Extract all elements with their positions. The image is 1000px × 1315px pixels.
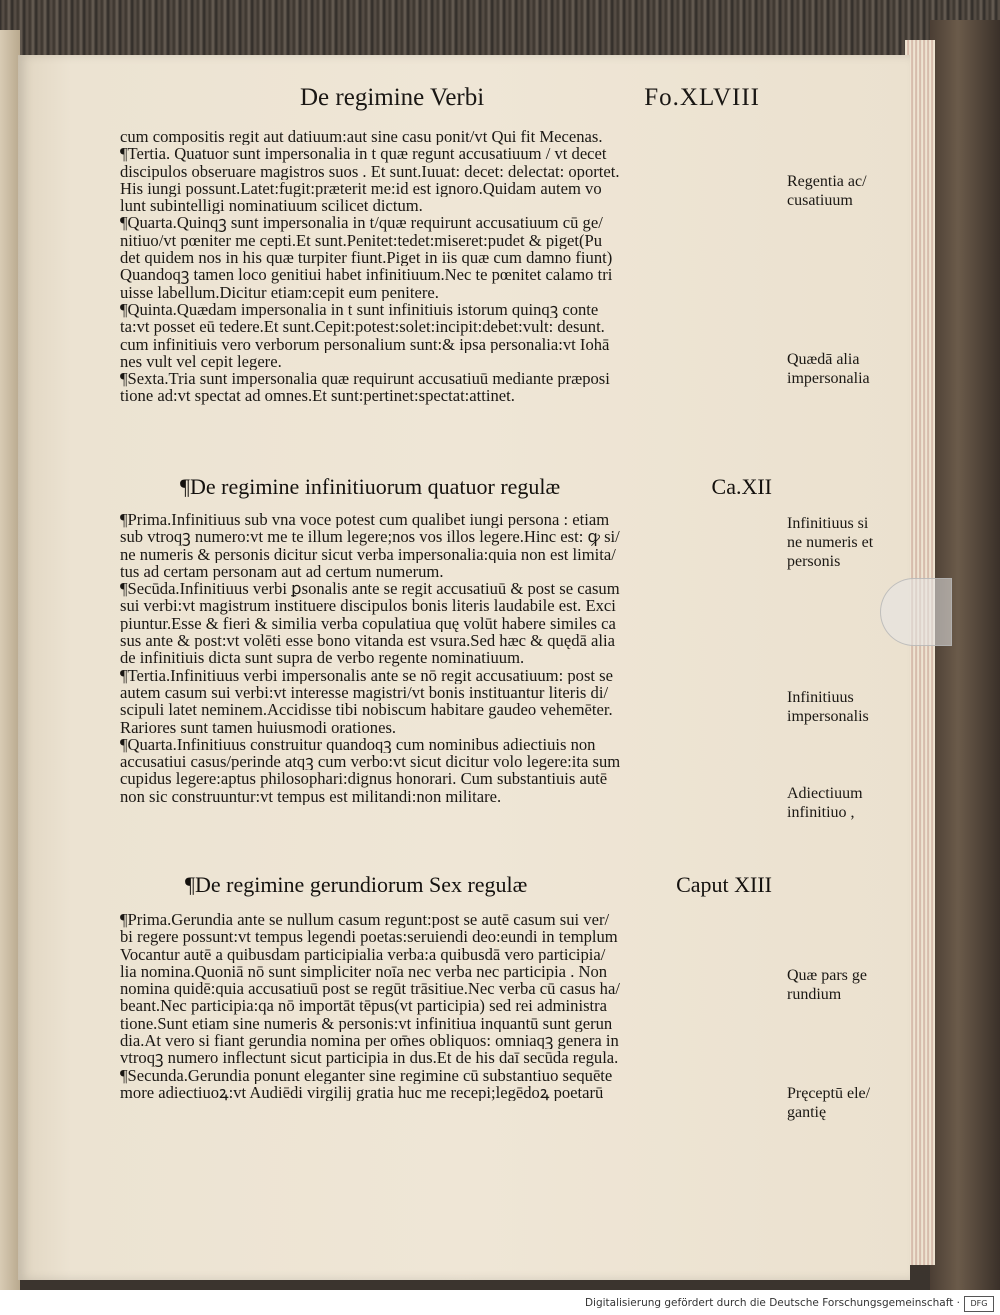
text-block-verb-rules [120, 128, 782, 405]
text-line: de infinitiuis dicta sunt supra de verbo regente nominatiuum. [120, 649, 525, 667]
text-line: ¶Quinta.Quædam impersonalia in t sunt infinitiuis istorum quinqꝫ conte [120, 300, 599, 319]
chapter-heading-xii [180, 474, 772, 500]
margin-line: Infinitiuus [787, 689, 854, 706]
margin-note-infinitiuus [787, 514, 905, 571]
text-line: tione ad:vt spectat ad omnes.Et sunt:pertinet:spectat:attinet. [120, 387, 515, 405]
page-marker-tab [880, 578, 952, 646]
margin-line: infinitiuo , [787, 804, 855, 821]
text-line: piuntur.Esse & fieri & similia verba copulatiua quę volūt habere similes ca [120, 614, 616, 633]
text-line: tus ad certam personam aut ad certum numerum. [120, 562, 444, 581]
dfg-logo-icon: DFG [964, 1296, 994, 1312]
text-line: discipulos obseruare magistros suos . Et sunt.Iuuat: decet: delectat: oportet. [120, 162, 620, 180]
text-line: autem casum sui verbi:vt interesse magistri/vt bonis instituantur literis di/ [120, 683, 609, 702]
text-line: ne numeris & personis dicitur sicut verba impersonalia:quia non est limita/ [120, 545, 616, 563]
margin-line: Quædā alia [787, 351, 860, 368]
text-line: ¶Prima.Infinitiuus sub vna voce potest cum qualibet iungi persona : etiam [120, 511, 610, 529]
margin-line: impersonalis [787, 708, 869, 725]
margin-note-regentia [787, 172, 905, 210]
margin-line: Adiectiuum [787, 785, 863, 802]
text-line: His iungi possunt.Latet:fugit:præterit me:id est ignoro.Quidam autem vo [120, 179, 602, 198]
text-block-infinitive-rules [120, 511, 782, 805]
text-line: ¶Secūda.Infinitiuus verbi ꝑsonalis ante se regit accusatiuū & post se casum [120, 580, 620, 598]
text-block-gerund-rules [120, 911, 782, 1101]
text-line: more adiectiuoꝝ:vt Audiēdi virgilij gratia huc me recepi;legēdoꝝ poetarū [120, 1083, 604, 1102]
margin-line: cusatiuum [787, 192, 853, 209]
margin-line: Regentia ac/ [787, 173, 867, 190]
text-line: ta:vt posset eū tedere.Et sunt.Cepit:potest:solet:incipit:debet:vult: desunt. [120, 318, 605, 336]
text-line: scipuli latet neminem.Accidisse tibi nobiscum habitare gaudeo vehemēter. [120, 701, 613, 719]
book-gutter [0, 30, 20, 1290]
text-line: ¶Quarta.Quinqꝫ sunt impersonalia in t/quæ requirunt accusatiuum cū ge/ [120, 214, 603, 232]
text-line: ¶Quarta.Infinitiuus construitur quandoqꝫ cum nominibus adiectiuis non [120, 735, 596, 754]
text-line: Rariores sunt tamen huiusmodi orationes. [120, 718, 397, 736]
folio-number: Fo.XLVIII [644, 84, 760, 111]
margin-line: Pręceptū ele/ [787, 1085, 871, 1102]
chapter-title: ¶De regimine gerundiorum Sex regulæ [185, 872, 528, 897]
text-line: beant.Nec participia:qa nō importāt tēpus(vt participia) sed rei administra [120, 997, 608, 1015]
running-head-title: De regimine Verbi [300, 84, 485, 111]
margin-line: Quæ pars ge [787, 967, 867, 984]
margin-note-adiectiuum [787, 784, 905, 822]
text-line: dia.At vero si fiant gerundia nomina per om̄es obliquos: omniaqꝫ genera in [120, 1032, 619, 1050]
footer-bar [0, 1293, 1000, 1315]
text-line: nitiuo/vt pœniter me cepti.Et sunt.Penitet:tedet:miseret:pudet & piget(Pu [120, 231, 603, 250]
text-line: cum compositis regit aut datiuum:aut sine casu ponit/vt Qui fit Mecenas. [120, 128, 603, 146]
text-line: bi regere possunt:vt tempus legendi poetas:seruiendi deo:eundi in templum [120, 928, 618, 946]
text-line: det quidem nos in his quæ turpiter fiunt.Piget in iis quæ cum damno fiunt) [120, 249, 613, 267]
margin-line: rundium [787, 986, 842, 1003]
text-line: sub vtroqꝫ numero:vt me te illum legere;nos vos illos legere.Hinc est: ꝙ si/ [120, 528, 620, 546]
book-cover-right [930, 20, 1000, 1290]
text-line: ¶Tertia. Quatuor sunt impersonalia in t quæ regunt accusatiuum / vt decet [120, 145, 607, 163]
text-line: non sic construuntur:vt tempus est militandi:non militare. [120, 787, 502, 806]
margin-note-preceptum [787, 1084, 905, 1122]
text-line: sui verbi:vt magistrum instituere discipulos bonis literis laudabile est. Exci [120, 597, 616, 615]
margin-line: Infinitiuus si [787, 515, 869, 532]
text-line: nomina quidē:quia accusatiuū post se regūt trāsitiue.Nec verba cū casus ha/ [120, 980, 620, 998]
chapter-title: ¶De regimine infinitiuorum quatuor regulæ [180, 474, 561, 499]
text-line: uisse labellum.Dicitur etiam:cepit eum penitere. [120, 283, 439, 301]
margin-line: ne numeris et [787, 534, 874, 551]
text-line: sus ante & post:vt volēti esse bono vitanda est vsura.Sed hæc & quędā alia [120, 632, 615, 650]
text-line: cum infinitiuis vero verborum personalium sunt:& ipsa personalia:vt Iohā [120, 335, 610, 353]
text-line: accusatiui casus/perinde atqꝫ cum verbo:vt sicut dicitur volo legere:ita sum [120, 753, 621, 771]
text-line: ¶Tertia.Infinitiuus verbi impersonalis ante se nō regit accusatiuum: post se [120, 666, 613, 684]
text-line: nes vult vel cepit legere. [120, 352, 282, 371]
book-top-edge [0, 0, 1000, 62]
chapter-number: Caput XIII [676, 872, 772, 897]
text-line: vtroqꝫ numero inflectunt sicut participia in dus.Et de his daī secūda regula. [120, 1049, 619, 1067]
running-head [300, 84, 770, 124]
chapter-heading-xiii [185, 872, 772, 898]
funding-credit: Digitalisierung gefördert durch die Deutsche Forschungsgemeinschaft · [584, 1297, 960, 1309]
margin-note-pars-gerundium [787, 966, 905, 1004]
margin-line: personis [787, 553, 841, 570]
text-line: ¶Secunda.Gerundia ponunt eleganter sine regimine cū substantiuo sequēte [120, 1066, 613, 1084]
chapter-number: Ca.XII [711, 474, 772, 499]
text-line: ¶Sexta.Tria sunt impersonalia quæ requirunt accusatiuū mediante præposi [120, 370, 610, 388]
text-line: lunt subintelligi nominatiuum scilicet dictum. [120, 197, 423, 215]
text-line: tione.Sunt etiam sine numeris & personis:vt infinitiua inquantū sunt gerun [120, 1014, 613, 1033]
margin-line: gantię [787, 1104, 827, 1121]
margin-note-impersonalia [787, 350, 905, 388]
text-line: Quandoqꝫ tamen loco genitiui habet infinitiuum.Nec te pœnitet calamo tri [120, 266, 613, 284]
text-line: lia nomina.Quoniā nō sunt simpliciter noīa nec verba nec participia . Non [120, 962, 608, 981]
text-line: Vocantur autē a quibusdam participialia verba:a quibusdā vero participia/ [120, 945, 606, 963]
text-line: cupidus legere:aptus philosophari:dignus honorari. Cum substantiuis autē [120, 770, 608, 788]
text-line: ¶Prima.Gerundia ante se nullum casum regunt:post se autē casum sui ver/ [120, 911, 610, 929]
margin-line: impersonalia [787, 370, 870, 387]
margin-note-impersonalis [787, 688, 905, 726]
